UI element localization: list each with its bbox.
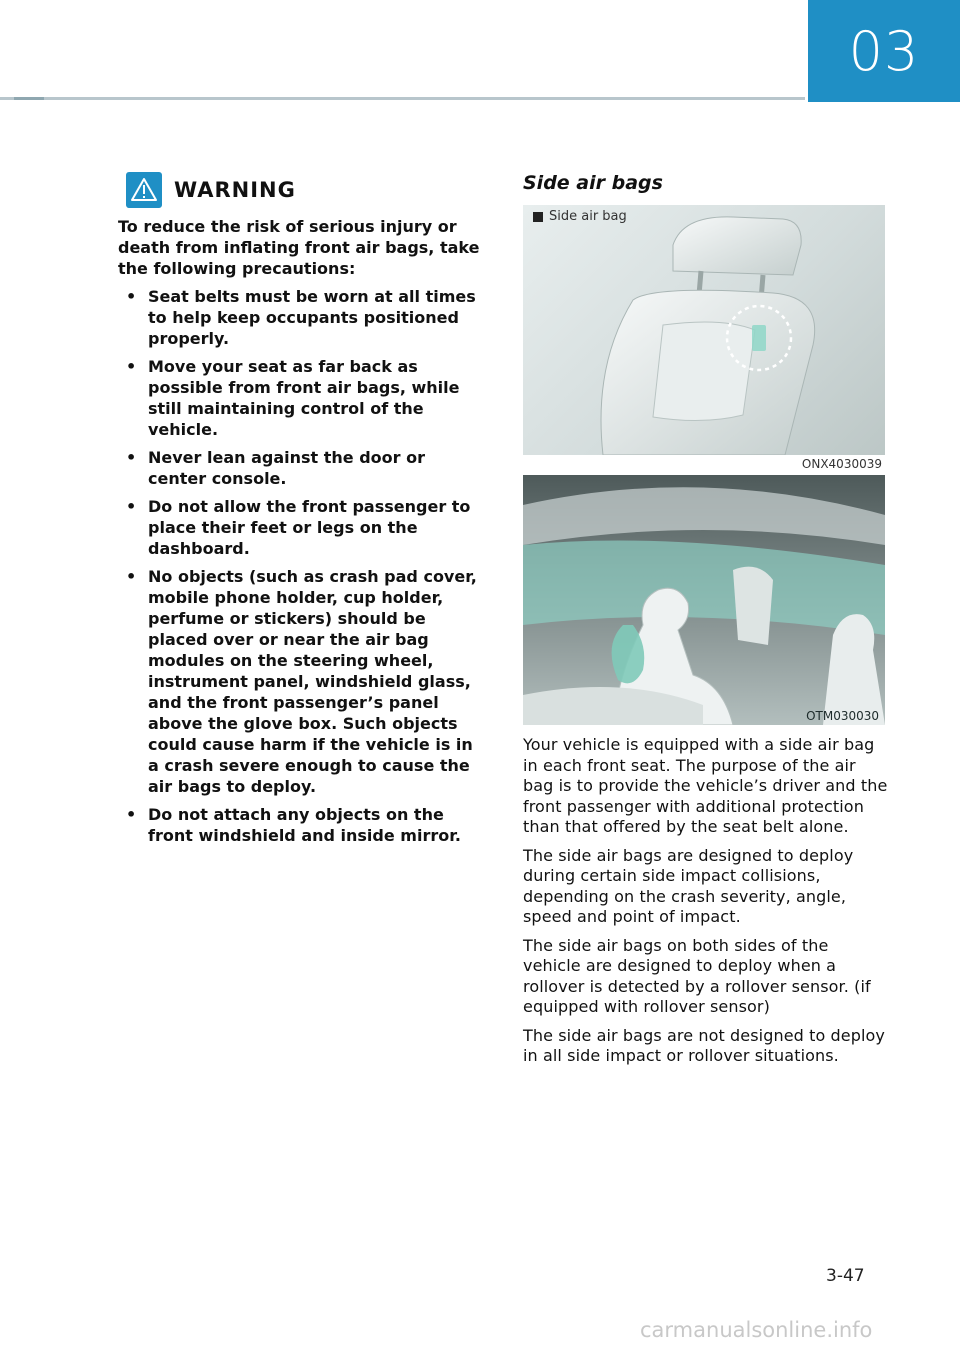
bullet-icon: •	[126, 567, 137, 586]
seat-airbag-illustration	[523, 205, 885, 455]
section-body	[523, 735, 888, 1067]
warning-list	[118, 286, 488, 846]
figure-caption: Side air bag	[533, 209, 627, 224]
page-number: 3-47	[826, 1266, 865, 1286]
warning-heading	[126, 172, 488, 208]
warning-item: • Move your seat as far back as possible from front air bags, while still maintaining control of the vehicle.	[126, 357, 460, 439]
figure1-code: ONX4030039	[801, 457, 882, 471]
bullet-icon: •	[126, 805, 137, 824]
header-rule-accent	[14, 97, 44, 100]
body-paragraph: The side air bags are designed to deploy during certain side impact collisions, depending on the crash severity, angle, speed and point of impact.	[523, 845, 854, 926]
warning-item: • No objects (such as crash pad cover, mobile phone holder, cup holder, perfume or stickers) should be placed over or near the air bag modules on the steering wheel, instrument panel, windshield glass, and the front passenger’s panel above the glove box. Such objects could cause harm if the vehicle is in a crash severe enough to cause the air bags to deploy.	[126, 567, 477, 796]
body-paragraph: The side air bags are not designed to deploy in all side impact or rollover situations.	[523, 1025, 885, 1065]
figure2-code: OTM030030	[806, 709, 879, 723]
body-paragraph: Your vehicle is equipped with a side air bag in each front seat. The purpose of the air bag is to provide the vehicle’s driver and the front passenger with additional protection than that offered by the seat belt alone.	[523, 735, 888, 836]
bullet-icon: •	[126, 287, 137, 306]
deployed-airbag-illustration	[523, 475, 885, 725]
body-paragraph: The side air bags on both sides of the vehicle are designed to deploy when a rollover is detected by a rollover sensor. (if equipped with rollover sensor)	[523, 935, 871, 1016]
warning-icon	[126, 172, 162, 208]
side-airbags-column	[523, 172, 888, 1075]
bullet-icon: •	[126, 497, 137, 516]
bullet-icon: •	[126, 357, 137, 376]
section-title: Side air bags	[523, 172, 663, 194]
warning-item: • Do not attach any objects on the front windshield and inside mirror.	[126, 805, 461, 845]
warning-intro: To reduce the risk of serious injury or death from inflating front air bags, take the following precautions:	[118, 217, 480, 278]
warning-item: • Do not allow the front passenger to place their feet or legs on the dashboard.	[126, 497, 471, 558]
caption-square-icon	[533, 212, 543, 222]
warning-item: • Seat belts must be worn at all times to help keep occupants positioned properly.	[126, 287, 476, 348]
warning-column	[118, 172, 488, 846]
header-rule	[0, 97, 805, 100]
bullet-icon: •	[126, 448, 137, 467]
cabin-illustration-graphic	[523, 475, 885, 725]
seat-illustration-graphic	[523, 205, 885, 455]
warning-item: • Never lean against the door or center console.	[126, 448, 425, 488]
watermark: carmanualsonline.info	[640, 1318, 873, 1342]
warning-title: WARNING	[174, 178, 296, 202]
chapter-tab: 03	[808, 0, 960, 102]
